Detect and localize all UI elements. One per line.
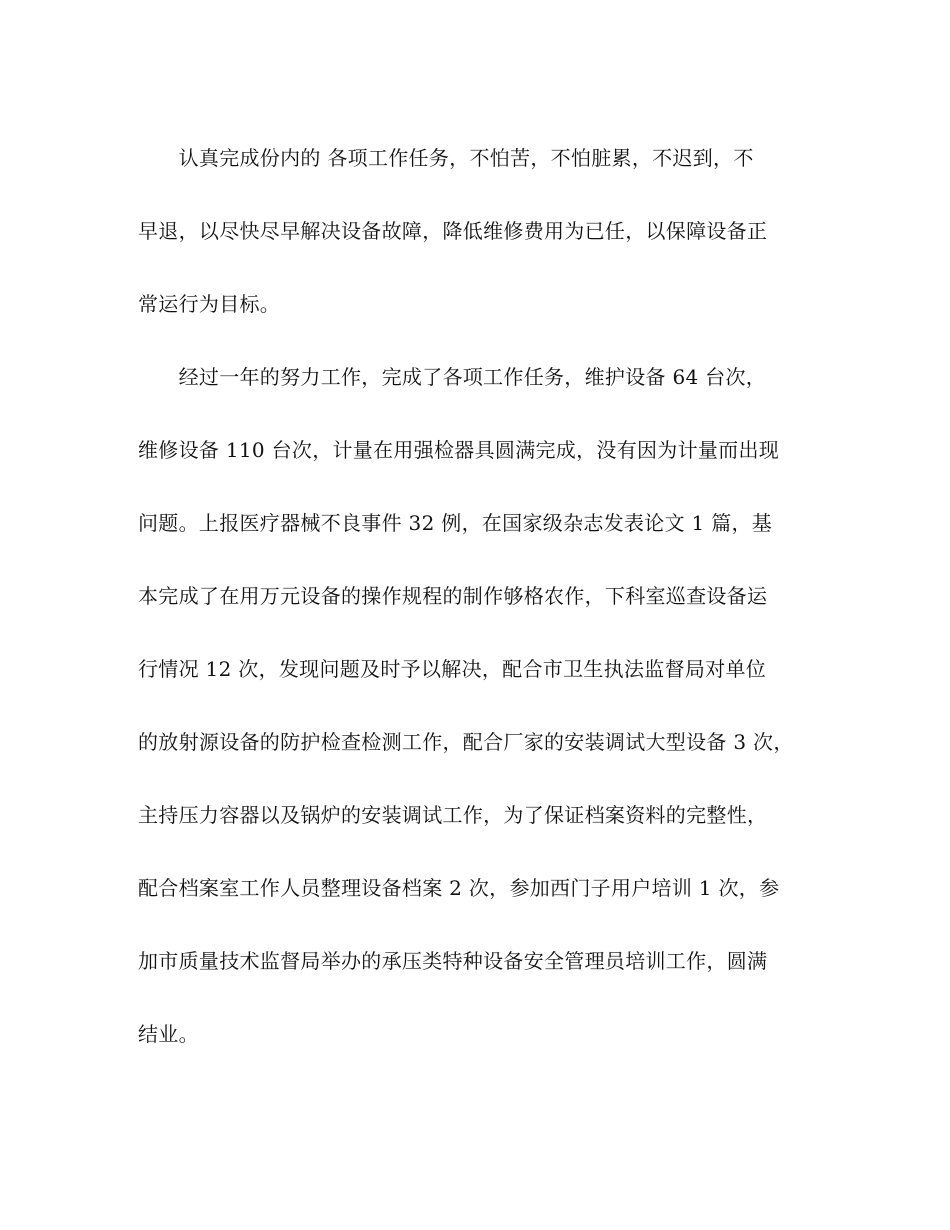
body-text bbox=[138, 136, 828, 1085]
text-line: 维修设备 110 台次，计量在用强检器具圆满完成，没有因为计量而出现 bbox=[138, 438, 780, 462]
text-line: 认真完成份内的 各项工作任务，不怕苦，不怕脏累，不迟到，不 bbox=[138, 146, 754, 170]
text-line: 经过一年的努力工作，完成了各项工作任务，维护设备 64 台次， bbox=[138, 365, 767, 389]
text-line: 结业。 bbox=[138, 1022, 199, 1046]
text-line: 早退，以尽快尽早解决设备故障，降低维修费用为已任，以保障设备正 bbox=[138, 219, 768, 243]
text-line: 问题。上报医疗器械不良事件 32 例，在国家级杂志发表论文 1 篇，基 bbox=[138, 511, 773, 535]
text-line: 的放射源设备的防护检查检测工作，配合厂家的安装调试大型设备 3 次， bbox=[138, 730, 794, 754]
text-line: 主持压力容器以及锅炉的安装调试工作，为了保证档案资料的完整性， bbox=[138, 803, 768, 827]
text-line: 行情况 12 次，发现问题及时予以解决，配合市卫生执法监督局对单位 bbox=[138, 657, 767, 681]
text-line: 常运行为目标。 bbox=[138, 292, 281, 316]
text-line: 加市质量技术监督局举办的承压类特种设备安全管理员培训工作，圆满 bbox=[138, 949, 768, 973]
text-line: 配合档案室工作人员整理设备档案 2 次，参加西门子用户培训 1 次，参 bbox=[138, 876, 780, 900]
text-line: 本完成了在用万元设备的操作规程的制作够格农作，下科室巡查设备运 bbox=[138, 584, 768, 608]
